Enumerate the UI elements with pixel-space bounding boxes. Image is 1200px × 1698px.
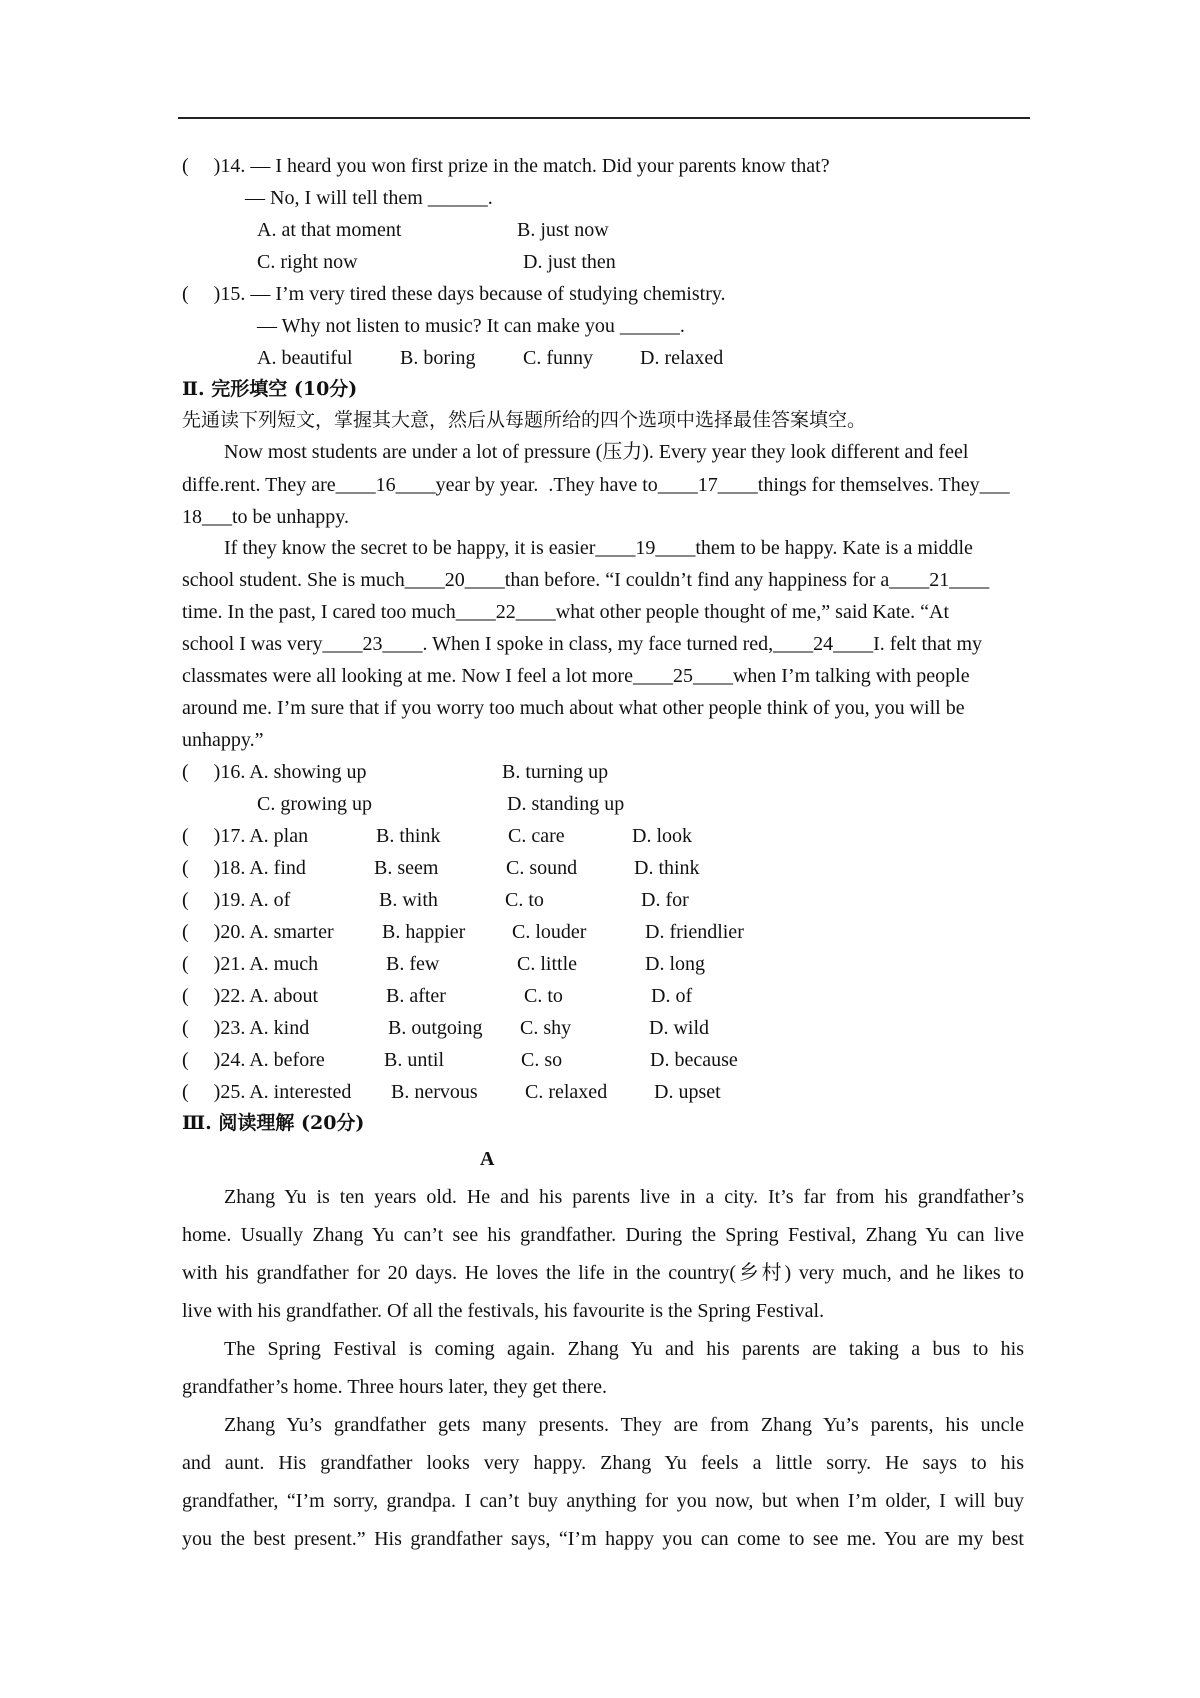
cloze-p2-line-2: school student. She is much____20____than before. “I couldn’t find any happiness for a____21____ <box>182 569 990 591</box>
reading-p2-line-2: grandfather’s home. Three hours later, they get there. <box>182 1376 607 1398</box>
q14-option-b: B. just now <box>517 219 609 241</box>
reading-p1-line-1: Zhang Yu is ten years old. He and his parents live in a city. It’s far from his grandfather’s <box>224 1186 1024 1208</box>
q18-option-c: C. sound <box>506 857 578 879</box>
reading-p1-line-3: with his grandfather for 20 days. He loves the life in the country(乡村) very much, and he likes to <box>182 1262 1024 1284</box>
q18-option-d: D. think <box>634 857 700 879</box>
q24-option-c: C. so <box>521 1049 563 1071</box>
q15-option-d: D. relaxed <box>640 347 724 369</box>
q24-option-a: ( )24. A. before <box>182 1049 325 1071</box>
q18-option-b: B. seem <box>374 857 439 879</box>
q16-option-d: D. standing up <box>507 793 625 815</box>
q14-reply: — No, I will tell them ______. <box>245 187 493 209</box>
section2-heading: Ⅱ. 完形填空 (10分) <box>182 378 358 400</box>
q19-option-d: D. for <box>641 889 689 911</box>
reading-p1-line-4: live with his grandfather. Of all the festivals, his favourite is the Spring Festival. <box>182 1300 825 1322</box>
q17-option-a: ( )17. A. plan <box>182 825 309 847</box>
q15-stem: ( )15. — I’m very tired these days because of studying chemistry. <box>182 283 726 305</box>
q22-option-c: C. to <box>524 985 563 1007</box>
q15-option-c: C. funny <box>523 347 593 369</box>
cloze-p2-line-5: classmates were all looking at me. Now I feel a lot more____25____when I’m talking with people <box>182 665 970 687</box>
passage-a-label: A <box>480 1148 495 1170</box>
q20-option-c: C. louder <box>512 921 587 943</box>
q16-option-b: B. turning up <box>502 761 609 783</box>
q17-option-d: D. look <box>632 825 692 847</box>
q16-option-c: C. growing up <box>257 793 372 815</box>
cloze-p2-line-4: school I was very____23____. When I spoke in class, my face turned red,____24____I. felt that my <box>182 633 982 655</box>
reading-p1-line-2: home. Usually Zhang Yu can’t see his grandfather. During the Spring Festival, Zhang Yu can live <box>182 1224 1024 1246</box>
cloze-p1-line-3: 18___to be unhappy. <box>182 506 350 528</box>
q20-option-b: B. happier <box>382 921 466 943</box>
q21-option-d: D. long <box>645 953 705 975</box>
cloze-p1-line-1: Now most students are under a lot of pressure (压力). Every year they look different and feel <box>224 441 969 463</box>
q14-stem: ( )14. — I heard you won first prize in the match. Did your parents know that? <box>182 155 830 177</box>
q25-option-b: B. nervous <box>391 1081 478 1103</box>
q14-option-d: D. just then <box>523 251 616 273</box>
q19-option-c: C. to <box>505 889 544 911</box>
q18-option-a: ( )18. A. find <box>182 857 306 879</box>
q25-option-d: D. upset <box>654 1081 721 1103</box>
section3-heading: Ⅲ. 阅读理解 (20分) <box>182 1112 365 1134</box>
q25-option-c: C. relaxed <box>525 1081 608 1103</box>
q15-option-a: A. beautiful <box>257 347 353 369</box>
q22-option-b: B. after <box>386 985 446 1007</box>
reading-p3-line-1: Zhang Yu’s grandfather gets many presents. They are from Zhang Yu’s parents, his uncle <box>224 1414 1024 1436</box>
q23-option-b: B. outgoing <box>388 1017 483 1039</box>
q19-option-a: ( )19. A. of <box>182 889 291 911</box>
cloze-p2-line-3: time. In the past, I cared too much____22____what other people thought of me,” said Kate. “At <box>182 601 950 623</box>
section2-instruction: 先通读下列短文，掌握其大意，然后从每题所给的四个选项中选择最佳答案填空。 <box>182 409 867 431</box>
q21-option-a: ( )21. A. much <box>182 953 319 975</box>
q21-option-b: B. few <box>386 953 440 975</box>
q21-option-c: C. little <box>517 953 577 975</box>
q20-option-a: ( )20. A. smarter <box>182 921 334 943</box>
q17-option-c: C. care <box>508 825 565 847</box>
q14-option-c: C. right now <box>257 251 358 273</box>
q15-option-b: B. boring <box>400 347 476 369</box>
q25-option-a: ( )25. A. interested <box>182 1081 352 1103</box>
cloze-p2-line-7: unhappy.” <box>182 729 264 751</box>
q23-option-c: C. shy <box>520 1017 572 1039</box>
q20-option-d: D. friendlier <box>645 921 744 943</box>
reading-p3-line-4: you the best present.” His grandfather says, “I’m happy you can come to see me. You are my best <box>182 1528 1024 1550</box>
cloze-p2-line-1: If they know the secret to be happy, it is easier____19____them to be happy. Kate is a middle <box>224 537 973 559</box>
q16-option-a: ( )16. A. showing up <box>182 761 367 783</box>
cloze-p2-line-6: around me. I’m sure that if you worry too much about what other people think of you, you will be <box>182 697 965 719</box>
q22-option-a: ( )22. A. about <box>182 985 319 1007</box>
q23-option-d: D. wild <box>649 1017 709 1039</box>
reading-p3-line-3: grandfather, “I’m sorry, grandpa. I can’t buy anything for you now, but when I’m older, I will buy <box>182 1490 1024 1512</box>
cloze-p1-line-2: diffe.rent. They are____16____year by year. .They have to____17____things for themselves. They___ <box>182 474 1010 496</box>
q23-option-a: ( )23. A. kind <box>182 1017 310 1039</box>
reading-p3-line-2: and aunt. His grandfather looks very happy. Zhang Yu feels a little sorry. He says to his <box>182 1452 1024 1474</box>
q14-option-a: A. at that moment <box>257 219 402 241</box>
reading-p2-line-1: The Spring Festival is coming again. Zhang Yu and his parents are taking a bus to his <box>224 1338 1024 1360</box>
q19-option-b: B. with <box>379 889 438 911</box>
q22-option-d: D. of <box>651 985 693 1007</box>
q24-option-d: D. because <box>650 1049 738 1071</box>
q24-option-b: B. until <box>384 1049 445 1071</box>
q17-option-b: B. think <box>376 825 441 847</box>
header-rule <box>178 117 1030 119</box>
q15-reply: — Why not listen to music? It can make you ______. <box>257 315 685 337</box>
